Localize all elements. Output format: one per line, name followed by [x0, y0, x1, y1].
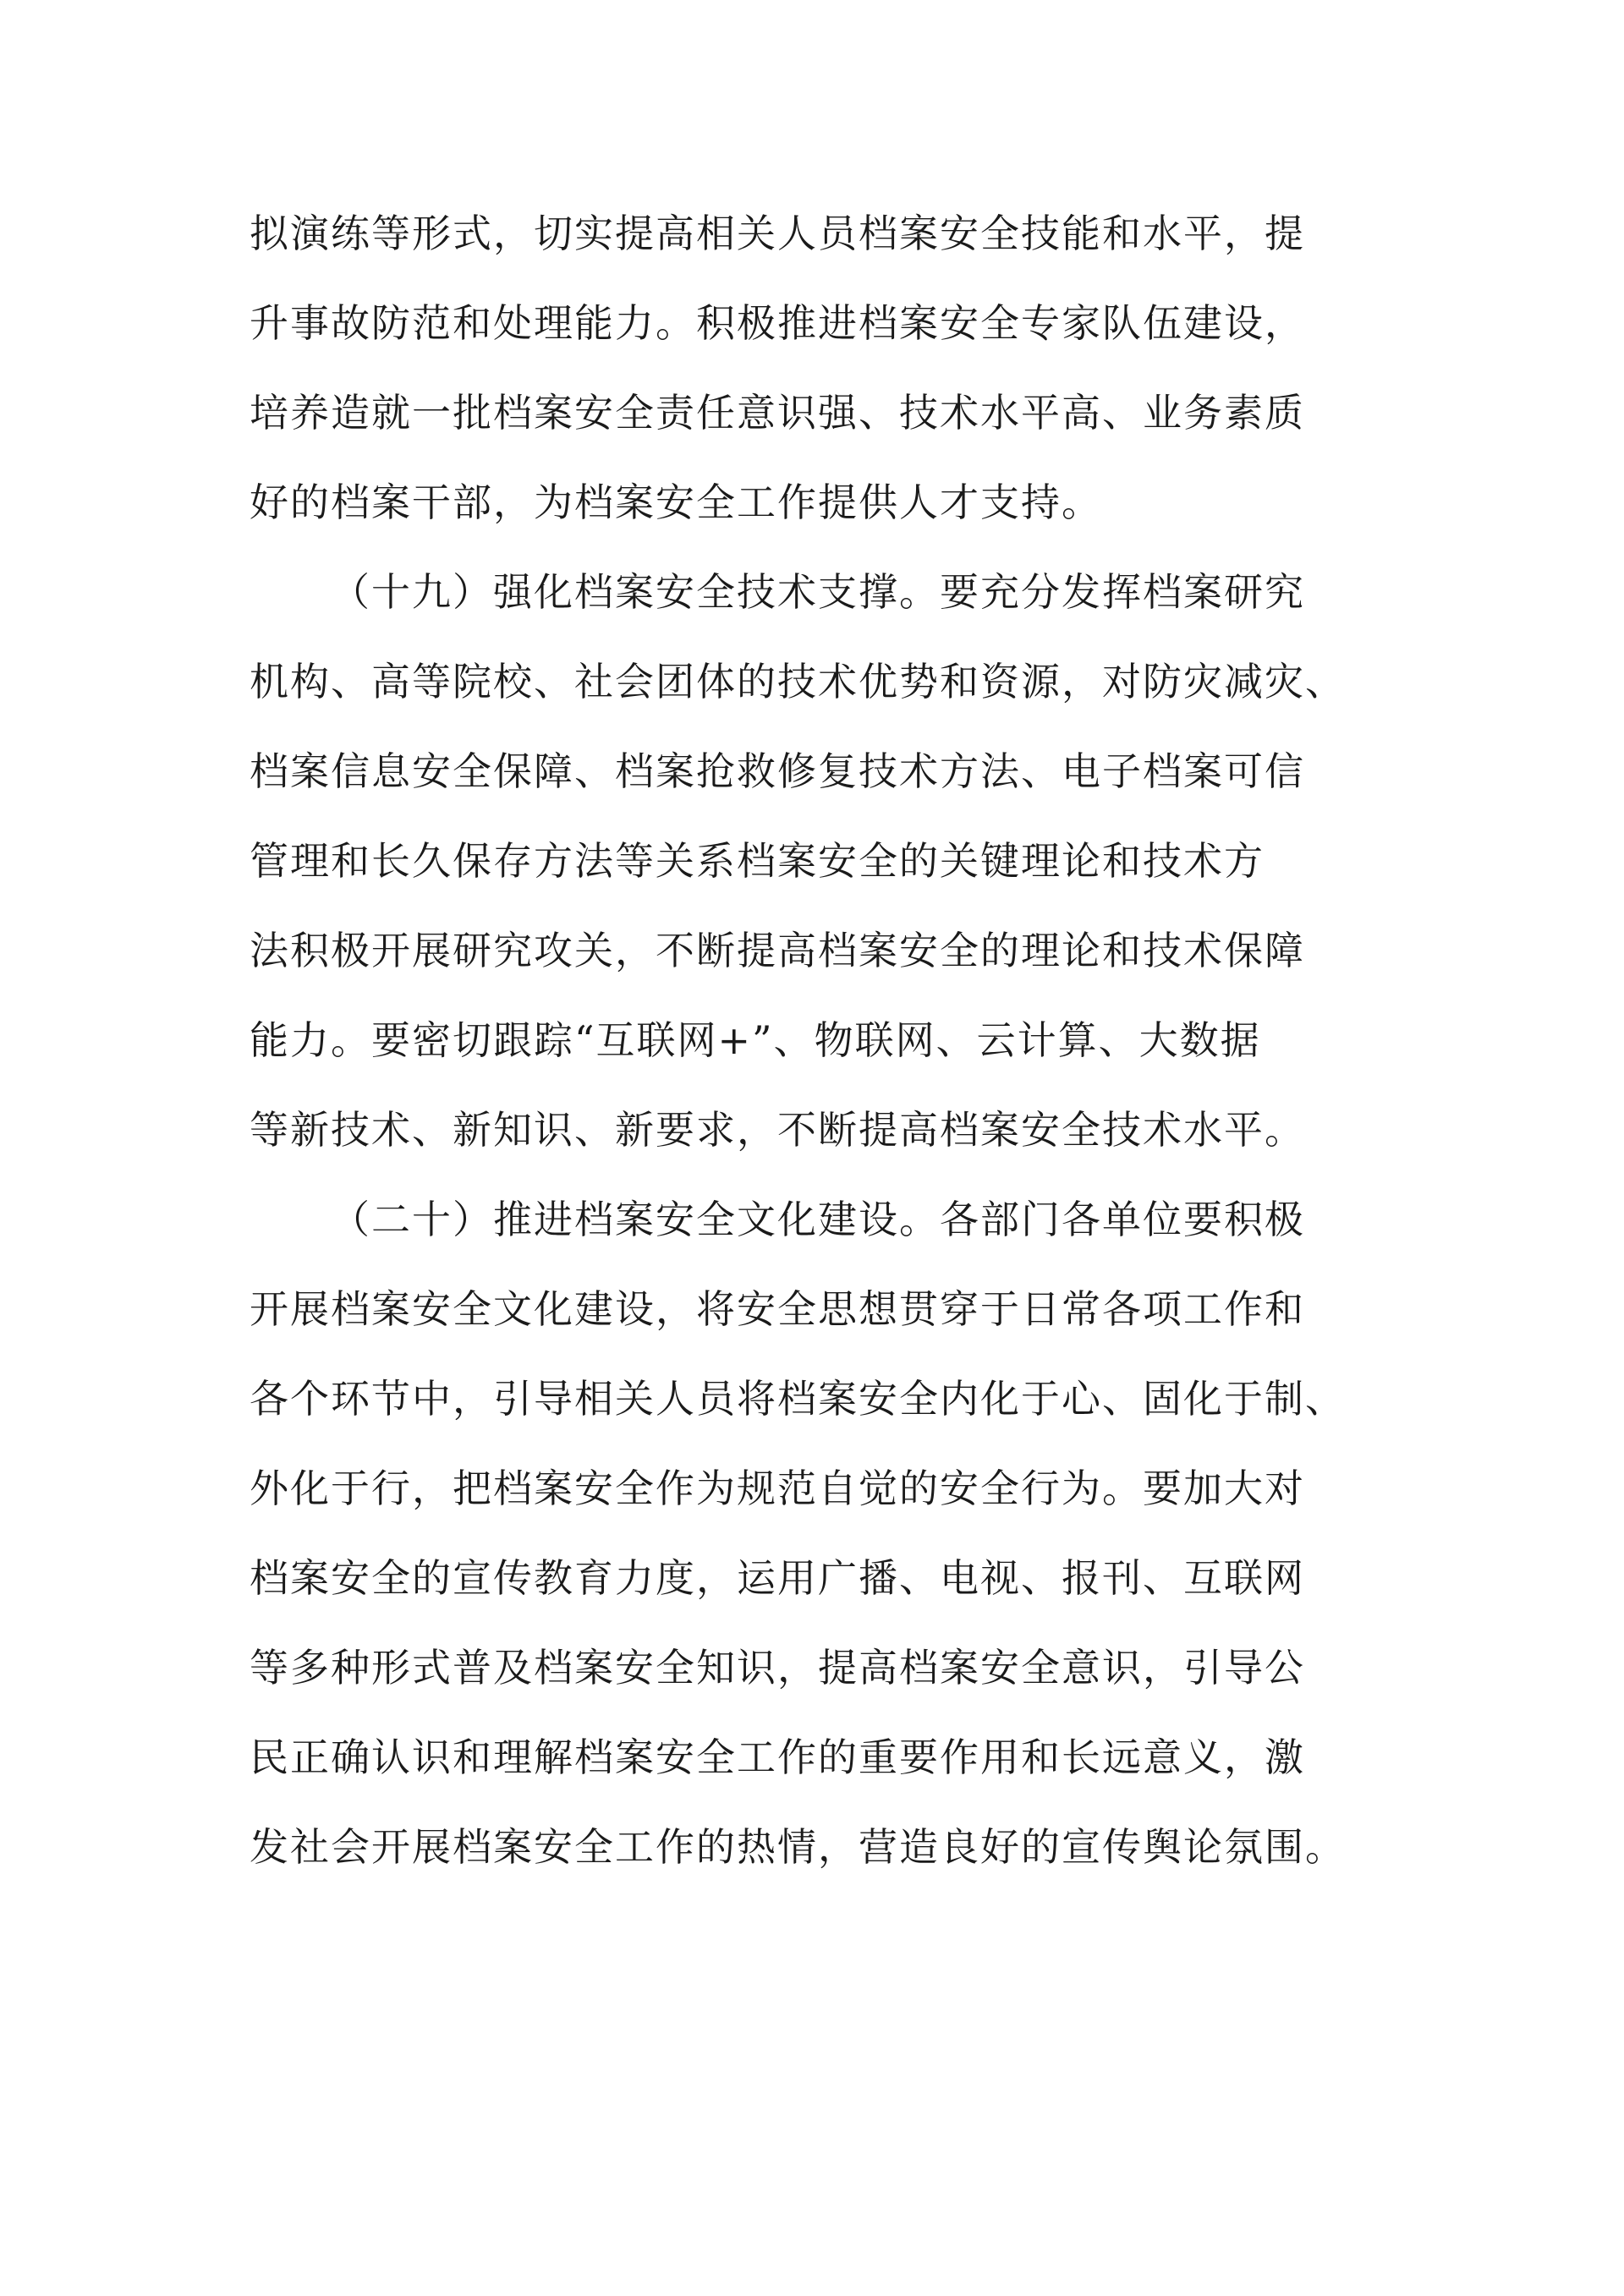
- text-line: 法积极开展研究攻关，不断提高档案安全的理论和技术保障: [250, 928, 1305, 973]
- text-line: 拟演练等形式，切实提高相关人员档案安全技能和水平，提: [250, 211, 1305, 256]
- text-line: 发社会开展档案安全工作的热情，营造良好的宣传舆论氛围。: [250, 1824, 1346, 1870]
- text-line: 档案信息安全保障、档案抢救修复技术方法、电子档案可信: [250, 748, 1305, 794]
- text-line: 机构、高等院校、社会团体的技术优势和资源，对防灾减灾、: [250, 659, 1346, 704]
- text-line: 民正确认识和理解档案安全工作的重要作用和长远意义，激: [250, 1734, 1305, 1780]
- text-line: 管理和长久保存方法等关系档案安全的关键理论和技术方: [250, 838, 1265, 884]
- section-heading-line: （十九）强化档案安全技术支撑。要充分发挥档案研究: [331, 569, 1305, 615]
- text-line: 好的档案干部，为档案安全工作提供人才支持。: [250, 479, 1102, 525]
- section-heading-line: （二十）推进档案安全文化建设。各部门各单位要积极: [331, 1197, 1305, 1242]
- text-line: 外化于行，把档案安全作为规范自觉的安全行为。要加大对: [250, 1466, 1305, 1511]
- document-body: [250, 213, 1383, 1916]
- text-line: 各个环节中，引导相关人员将档案安全内化于心、固化于制、: [250, 1376, 1346, 1422]
- text-line: 等新技术、新知识、新要求，不断提高档案安全技术水平。: [250, 1107, 1305, 1153]
- text-line: 培养造就一批档案安全责任意识强、技术水平高、业务素质: [250, 390, 1305, 436]
- text-line: 等多种形式普及档案安全知识，提高档案安全意识，引导公: [250, 1645, 1305, 1690]
- text-line: 升事故防范和处理能力。积极推进档案安全专家队伍建设，: [250, 300, 1305, 346]
- text-line: 档案安全的宣传教育力度，运用广播、电视、报刊、互联网: [250, 1555, 1305, 1601]
- text-line: 能力。要密切跟踪“互联网+”、物联网、云计算、大数据: [250, 1017, 1261, 1063]
- text-line: 开展档案安全文化建设，将安全思想贯穿于日常各项工作和: [250, 1286, 1305, 1332]
